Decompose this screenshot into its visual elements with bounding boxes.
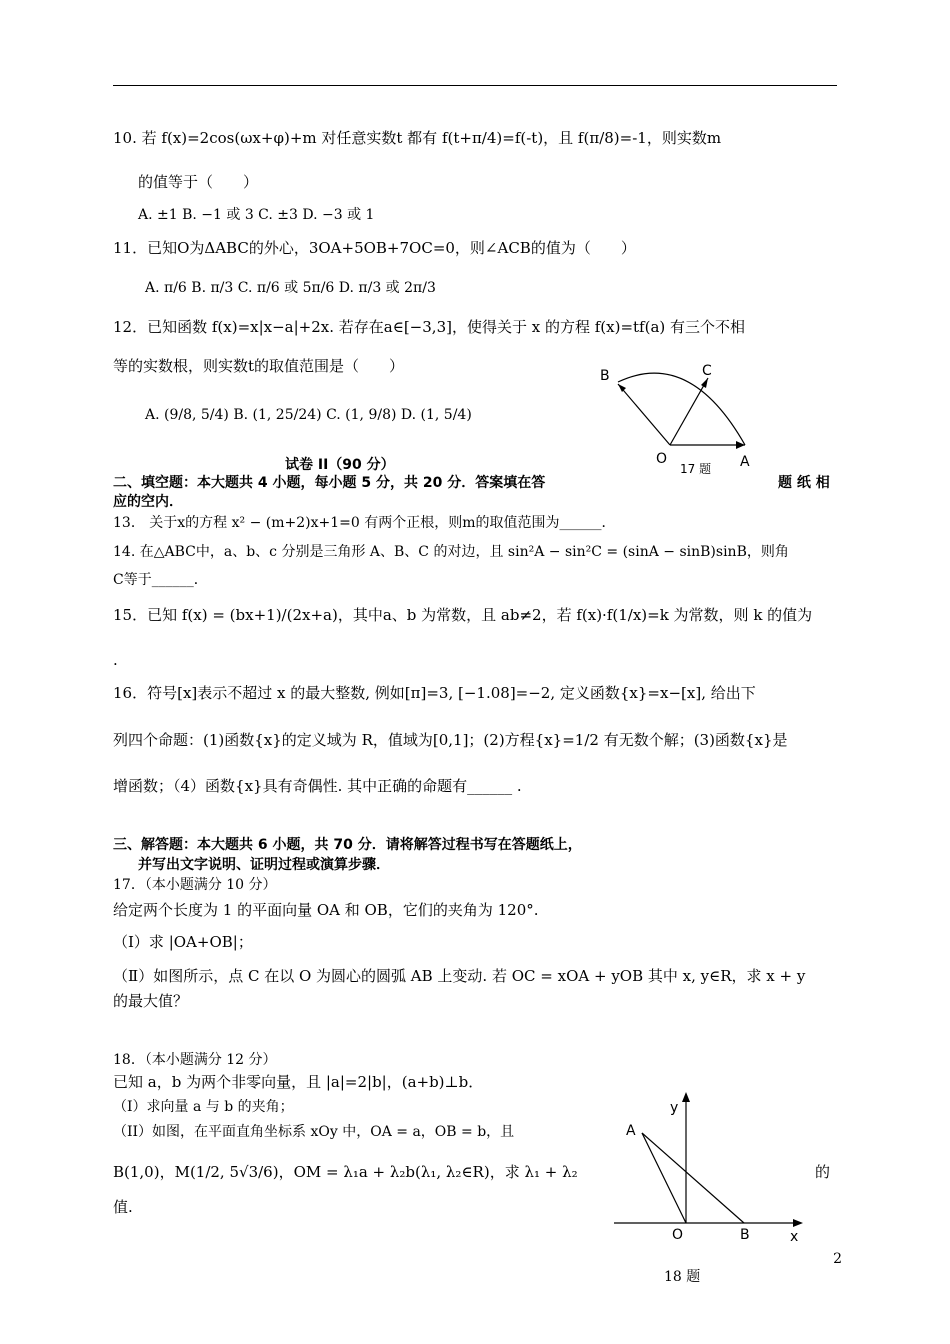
q14-line1: 14. 在△ABC中，a、b、c 分别是三角形 A、B、C 的对边，且 sin²A − sin²C = (sinA − sinB)sinB，则角 [113, 544, 789, 560]
q15-line1: 15．已知 f(x) = (bx+1)/(2x+a)，其中a、b 为常数，且 ab≠2，若 f(x)·f(1/x)=k 为常数，则 k 的值为 [113, 606, 813, 624]
arrow-b-icon [618, 384, 626, 392]
q18-part2: （II）如图，在平面直角坐标系 xOy 中，OA = a，OB = b，且 [113, 1124, 515, 1140]
header-rule [113, 85, 837, 86]
y-axis-arrow-icon [682, 1092, 690, 1102]
x-axis-arrow-icon [793, 1219, 803, 1227]
page-number: 2 [833, 1251, 842, 1267]
segment-ab [642, 1133, 744, 1223]
sec3-line2: 并写出文字说明、证明过程或演算步骤． [138, 857, 390, 873]
q18-part2b: B(1,0)，M(1/2, 5√3/6)，OM = λ₁a + λ₂b(λ₁, λ₂∈R)，求 λ₁ + λ₂ [113, 1163, 578, 1181]
fig17-caption: 17 题 [680, 462, 712, 475]
sec3-line1: 三、解答题：本大题共 6 小题，共 70 分．请将解答过程书写在答题纸上， [113, 837, 582, 853]
fig18-label-y: y [670, 1100, 679, 1116]
fig18-label-a: A [626, 1123, 636, 1139]
q18-part2c: 值. [113, 1198, 133, 1216]
fig18-caption: 18 题 [664, 1269, 701, 1285]
paper2-title: 试卷 II（90 分） [285, 457, 395, 473]
q17-part2: （Ⅱ）如图所示，点 C 在以 O 为圆心的圆弧 AB 上变动. 若 OC = xOA + yOB 其中 x, y∈R，求 x + y [113, 967, 806, 985]
q10-options: A. ±1 B. −1 或 3 C. ±3 D. −3 或 1 [138, 207, 375, 223]
sec2-line2: 应的空内． [113, 494, 183, 510]
q10-line1: 10. 若 f(x)=2cos(ωx+φ)+m 对任意实数t 都有 f(t+π/4)=f(-t)，且 f(π/8)=-1，则实数m [113, 129, 722, 147]
fig17-label-a: A [740, 454, 750, 470]
figure-17 [590, 360, 760, 475]
q15-line2: . [113, 651, 118, 669]
q14-line2: C等于______． [113, 572, 208, 588]
q17-part1: （I）求 |OA+OB|； [113, 933, 253, 951]
fig17-label-o: O [656, 451, 668, 467]
segment-ob [618, 384, 670, 445]
q18-part1: （I）求向量 a 与 b 的夹角； [113, 1099, 294, 1115]
sec2-line1: 二、填空题：本大题共 4 小题，每小题 5 分，共 20 分．答案填在答 [113, 475, 546, 491]
fig18-label-o: O [672, 1227, 684, 1243]
q18-part2b-right: 的 [815, 1163, 831, 1181]
q16-line2: 列四个命题：(1)函数{x}的定义域为 R，值域为[0,1]；(2)方程{x}=1/2 有无数个解；(3)函数{x}是 [113, 731, 788, 749]
fig18-label-b: B [740, 1227, 750, 1243]
q18-line1: 已知 a，b 为两个非零向量，且 |a|=2|b|，(a+b)⊥b． [113, 1073, 484, 1091]
arrow-c-icon [701, 378, 708, 388]
figure-18 [612, 1088, 812, 1288]
q12-options: A. (9/8, 5/4) B. (1, 25/24) C. (1, 9/8) D. (1, 5/4) [145, 407, 472, 423]
q12-line2: 等的实数根，则实数t的取值范围是（ ） [113, 357, 405, 375]
q11-options: A. π/6 B. π/3 C. π/6 或 5π/6 D. π/3 或 2π/3 [145, 280, 436, 296]
q16-line1: 16．符号[x]表示不超过 x 的最大整数, 例如[π]=3, [−1.08]=−2, 定义函数{x}=x−[x], 给出下 [113, 684, 756, 702]
arc-ab [618, 373, 745, 445]
q17-head: 17．（本小题满分 10 分） [113, 877, 277, 893]
q18-head: 18．（本小题满分 12 分） [113, 1052, 277, 1068]
q13-text: 13． 关于x的方程 x² − (m+2)x+1=0 有两个正根，则m的取值范围为______． [113, 515, 616, 531]
q11-line1: 11．已知O为ΔABC的外心，3OA+5OB+7OC=0，则∠ACB的值为（ ） [113, 239, 636, 257]
q16-line3: 增函数；（4）函数{x}具有奇偶性. 其中正确的命题有______ . [113, 777, 522, 795]
fig17-label-c: C [702, 363, 712, 379]
segment-oc [670, 378, 708, 445]
fig18-label-x: x [790, 1229, 799, 1245]
sec2-line1-right: 题 纸 相 [778, 475, 830, 491]
q12-line1: 12．已知函数 f(x)=x|x−a|+2x. 若存在a∈[−3,3]，使得关于 x 的方程 f(x)=tf(a) 有三个不相 [113, 318, 746, 336]
fig17-label-b: B [600, 368, 610, 384]
segment-oa [642, 1133, 686, 1223]
q17-line1: 给定两个长度为 1 的平面向量 OA 和 OB，它们的夹角为 120°. [113, 901, 539, 919]
q17-part2b: 的最大值？ [113, 992, 189, 1010]
q10-line2: 的值等于（ ） [138, 173, 259, 191]
